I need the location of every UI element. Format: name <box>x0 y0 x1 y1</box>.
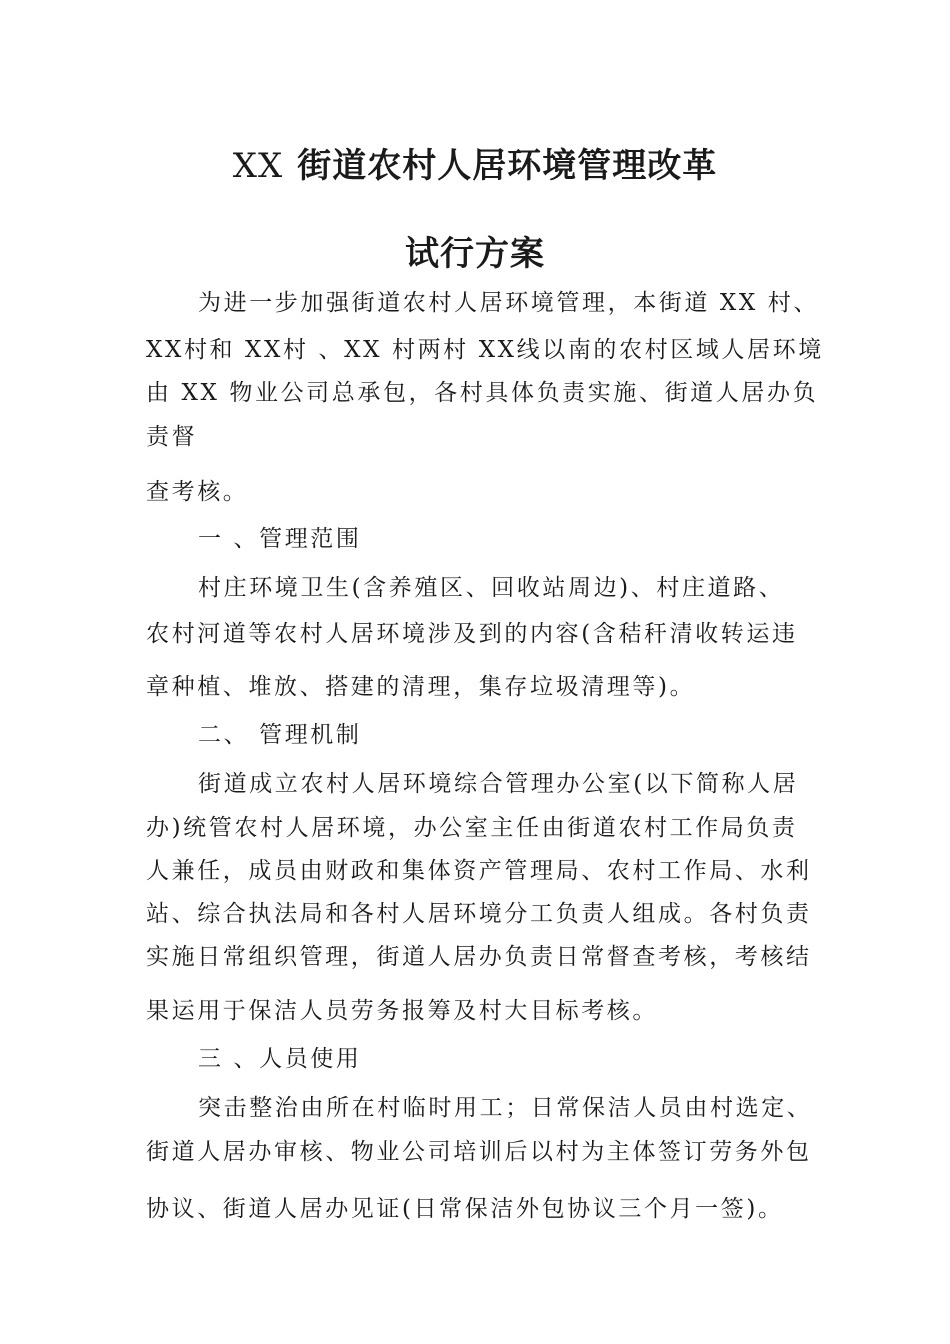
paragraph-line: 站、综合执法局和各村人居环境分工负责人组成。各村负责 <box>146 901 812 927</box>
paragraph-line: 实施日常组织管理，街道人居办负责日常督查考核，考核结 <box>146 944 812 970</box>
paragraph-line: 为进一步加强街道农村人居环境管理，本街道 XX 村、 <box>198 290 819 316</box>
paragraph-line: 章种植、堆放、搭建的清理，集存垃圾清理等)。 <box>146 674 696 700</box>
title-main: 街道农村人居环境管理改革 <box>297 146 718 186</box>
paragraph-line: 果运用于保洁人员劳务报筹及村大目标考核。 <box>146 998 658 1024</box>
document-title-line-1 <box>0 138 950 187</box>
paragraph-line: 街道人居办审核、物业公司培训后以村为主体签订劳务外包 <box>146 1139 812 1165</box>
document-title-line-2: 试行方案 <box>405 234 545 274</box>
paragraph-line: 责督 <box>146 424 198 450</box>
title-prefix: XX <box>232 146 284 186</box>
paragraph-line: 办)统管农村人居环境，办公室主任由街道农村工作局负责 <box>146 815 798 841</box>
paragraph-line: 街道成立农村人居环境综合管理办公室(以下简称人居 <box>198 771 799 797</box>
section-heading-1: 一 、管理范围 <box>198 526 362 552</box>
paragraph-line: 查考核。 <box>146 479 249 505</box>
section-heading-3: 三 、人员使用 <box>198 1046 362 1072</box>
paragraph-line: 农村河道等农村人居环境涉及到的内容(含秸秆清收转运违 <box>146 621 798 647</box>
paragraph-line: 由 XX 物业公司总承包，各村具体负责实施、街道人居办负 <box>146 380 819 406</box>
paragraph-line: 村庄环境卫生(含养殖区、回收站周边)、村庄道路、 <box>198 575 785 601</box>
paragraph-line: 协议、街道人居办见证(日常保洁外包协议三个月一签)。 <box>146 1196 784 1222</box>
section-heading-2: 二、 管理机制 <box>198 722 362 748</box>
paragraph-line: 突击整治由所在村临时用工；日常保洁人员由村选定、 <box>198 1095 813 1121</box>
paragraph-line: XX村和 XX村 、XX 村两村 XX线以南的农村区域人居环境 <box>146 337 824 363</box>
paragraph-line: 人兼任，成员由财政和集体资产管理局、农村工作局、水利 <box>146 858 812 884</box>
